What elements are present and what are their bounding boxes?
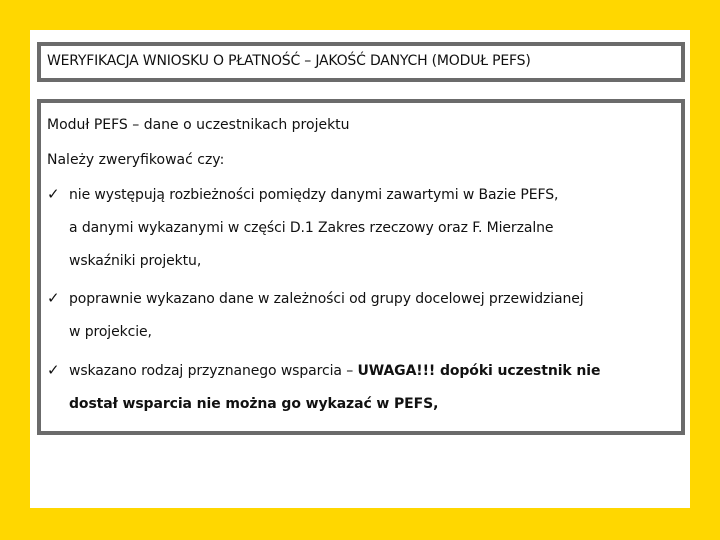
list-item-3-normal-text: wskazano rodzaj przyznanego wsparcia – [69, 363, 358, 379]
list-item-3-line-2: dostał wsparcia nie można go wykazać w PEFS, [69, 396, 439, 412]
content-subheading: Należy zweryfikować czy: [47, 152, 225, 168]
list-item-3-warning-text: UWAGA!!! dopóki uczestnik nie [357, 363, 601, 379]
list-item-1-line-3: wskaźniki projektu, [69, 253, 202, 269]
list-item-1-line-2: a danymi wykazanymi w części D.1 Zakres rzeczowy oraz F. Mierzalne [69, 220, 554, 236]
title-box [37, 42, 685, 82]
content-heading: Moduł PEFS – dane o uczestnikach projektu [47, 117, 350, 133]
list-item-2-line-2: w projekcie, [69, 324, 152, 340]
list-item-3-line-1 [69, 363, 600, 379]
content-box [37, 99, 685, 435]
slide [30, 30, 690, 508]
slide-title: WERYFIKACJA WNIOSKU O PŁATNOŚĆ – JAKOŚĆ DANYCH (MODUŁ PEFS) [47, 53, 531, 69]
check-mark-icon: ✓ [47, 185, 60, 203]
check-mark-icon: ✓ [47, 289, 60, 307]
check-mark-icon: ✓ [47, 361, 60, 379]
list-item-2-line-1: poprawnie wykazano dane w zależności od grupy docelowej przewidzianej [69, 291, 584, 307]
list-item-1-line-1: nie występują rozbieżności pomiędzy danymi zawartymi w Bazie PEFS, [69, 187, 559, 203]
